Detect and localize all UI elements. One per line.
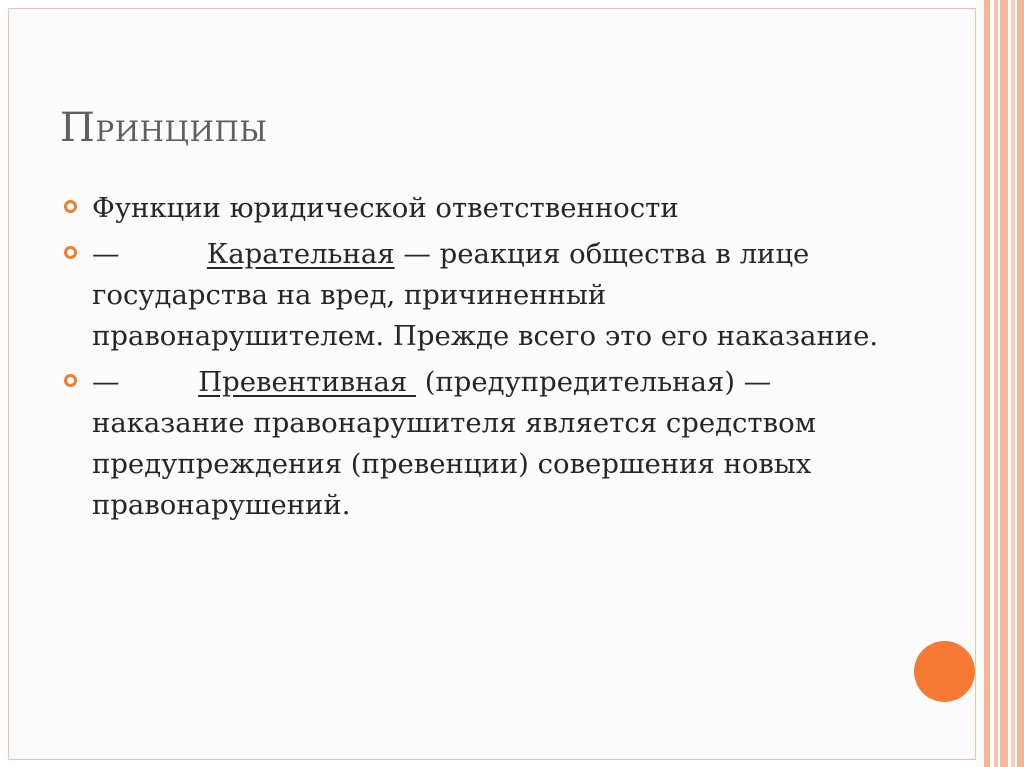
dash: — xyxy=(92,238,120,270)
decorative-stripe xyxy=(1017,0,1024,767)
bullet-list xyxy=(62,188,882,531)
term-karatelnaya: Карательная xyxy=(206,238,395,270)
spacer xyxy=(120,238,207,270)
decorative-stripe xyxy=(1000,0,1008,767)
bullet-item xyxy=(62,362,882,526)
bullet-text: — реакция общества в лице государства на вред, причиненный правонарушителем. Прежде всего это его наказание. xyxy=(92,238,879,352)
bullet-text: (предупредительная) — наказание правонарушителя является средством предупреждения (превенции) совершения новых правонарушений. xyxy=(92,366,817,521)
bullet-icon xyxy=(64,246,77,259)
term-preventivnaya: Превентивная xyxy=(198,366,416,398)
bullet-icon xyxy=(64,200,77,213)
decorative-stripe xyxy=(1011,0,1015,767)
bullet-item xyxy=(62,234,882,357)
decorative-stripe xyxy=(984,0,990,767)
spacer xyxy=(120,366,199,398)
orange-circle-decoration xyxy=(914,641,975,702)
bullet-item xyxy=(62,188,882,229)
bullet-text: Функции юридической ответственности xyxy=(92,192,679,224)
bullet-icon xyxy=(64,374,77,387)
decorative-stripe xyxy=(994,0,998,767)
dash: — xyxy=(92,366,120,398)
slide-title: Принципы xyxy=(60,105,268,151)
